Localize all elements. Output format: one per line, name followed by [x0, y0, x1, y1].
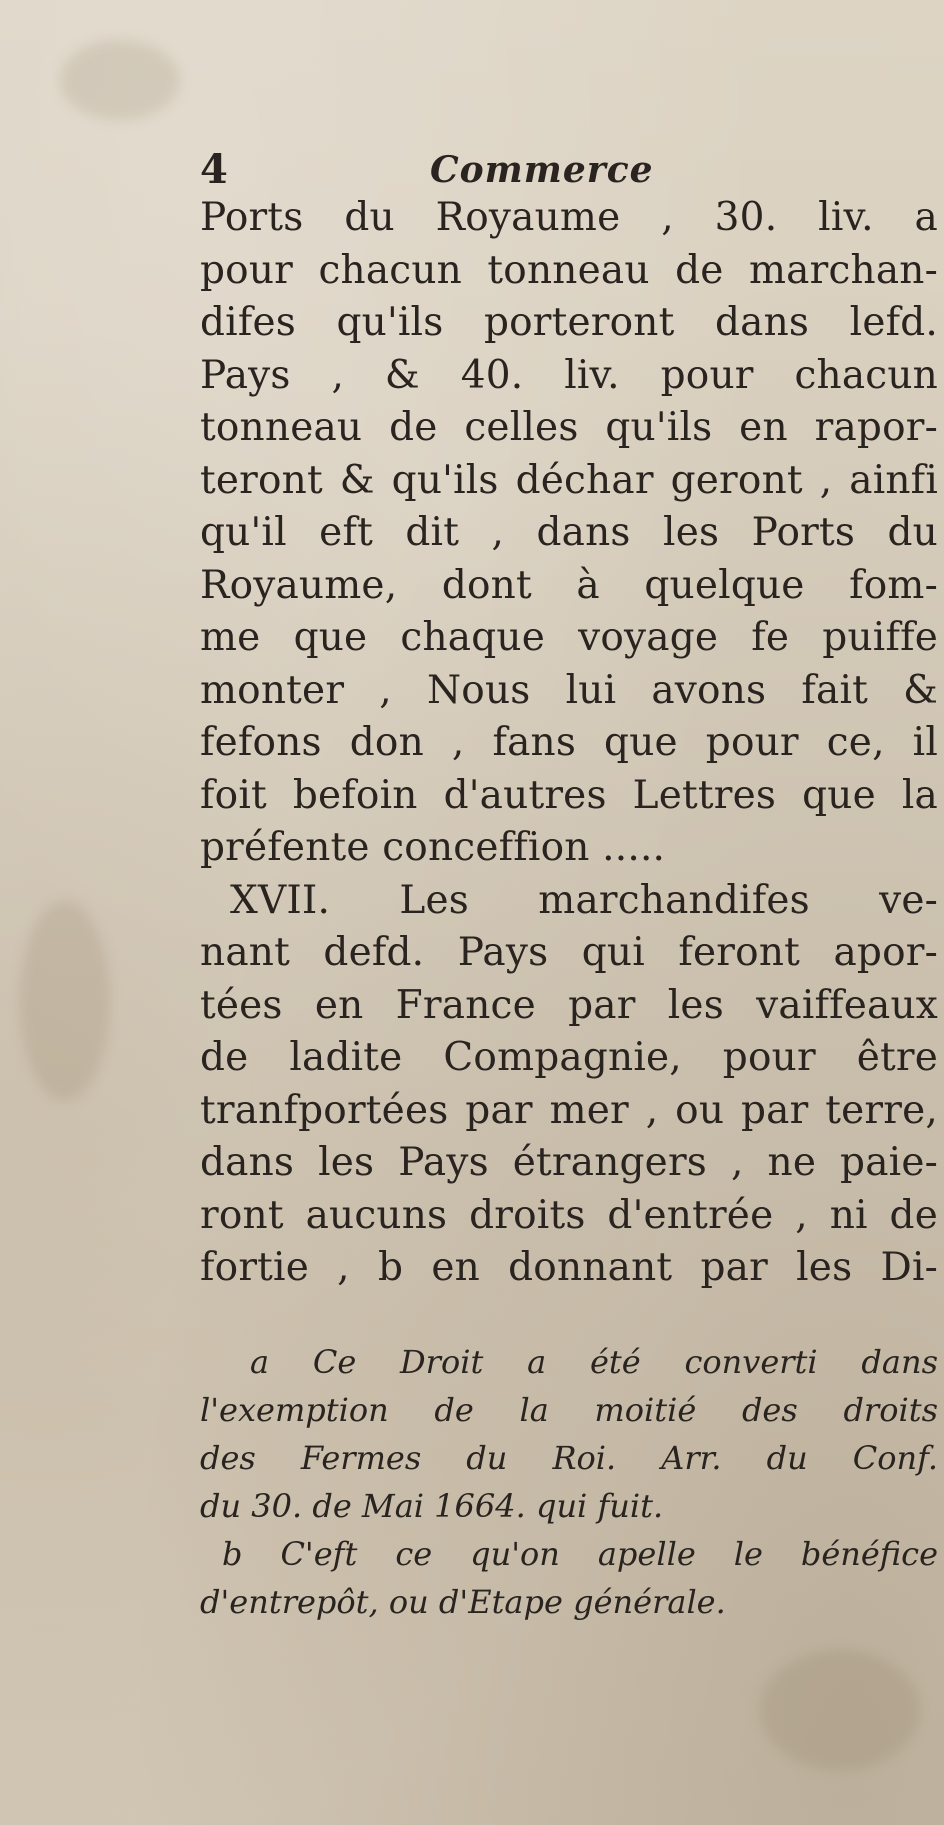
- footnote-line: a Ce Droit a été converti dans: [250, 1343, 938, 1381]
- text-line: tranfportées par mer , ou par terre,: [200, 1087, 938, 1133]
- text-line: ront aucuns droits d'entrée , ni de: [200, 1192, 938, 1238]
- footnote-line: des Fermes du Roi. Arr. du Conf.: [200, 1439, 938, 1477]
- footnote-line: l'exemption de la moitié des droits: [200, 1391, 938, 1429]
- footnotes: [200, 1338, 938, 1626]
- page-header: [200, 140, 940, 200]
- paper-stain: [20, 900, 110, 1100]
- article-heading-line: XVII. Les marchandifes ve-: [230, 877, 938, 923]
- footnote-line: d'entrepôt, ou d'Etape générale.: [200, 1583, 726, 1621]
- text-line: qu'il eft dit , dans les Ports du: [200, 510, 938, 555]
- text-line: Ports du Royaume , 30. liv. a: [200, 195, 938, 240]
- text-line: nant defd. Pays qui feront apor-: [200, 930, 938, 975]
- paper-stain: [60, 40, 180, 120]
- text-line: préfente conceffion .....: [200, 825, 666, 870]
- text-line: Pays , & 40. liv. pour chacun: [200, 352, 938, 398]
- text-line: tées en France par les vaiffeaux: [200, 982, 938, 1028]
- text-line: pour chacun tonneau de marchan-: [200, 247, 938, 293]
- text-line: dans les Pays étrangers , ne paie-: [200, 1140, 938, 1185]
- paper-stain: [760, 1650, 920, 1770]
- text-line: foit befoin d'autres Lettres que la: [200, 772, 938, 818]
- text-line: tonneau de celles qu'ils en rapor-: [200, 405, 938, 450]
- text-line: Royaume, dont à quelque fom-: [200, 562, 938, 608]
- page-number: 4: [200, 146, 228, 193]
- footnote-line: b C'eft ce qu'on apelle le bénéfice: [222, 1535, 938, 1573]
- text-line: fortie , b en donnant par les Di-: [200, 1245, 938, 1290]
- text-line: difes qu'ils porteront dans lefd.: [200, 300, 938, 345]
- text-line: fefons don , fans que pour ce, il: [200, 720, 938, 765]
- running-title: Commerce: [430, 149, 654, 191]
- text-line: teront & qu'ils déchar geront , ainfi: [200, 457, 938, 503]
- main-text: [200, 192, 938, 1295]
- text-line: de ladite Compagnie, pour être: [200, 1035, 938, 1080]
- text-line: me que chaque voyage fe puiffe: [200, 615, 938, 660]
- footnote-line: du 30. de Mai 1664. qui fuit.: [200, 1487, 664, 1525]
- text-line: monter , Nous lui avons fait &: [200, 667, 938, 713]
